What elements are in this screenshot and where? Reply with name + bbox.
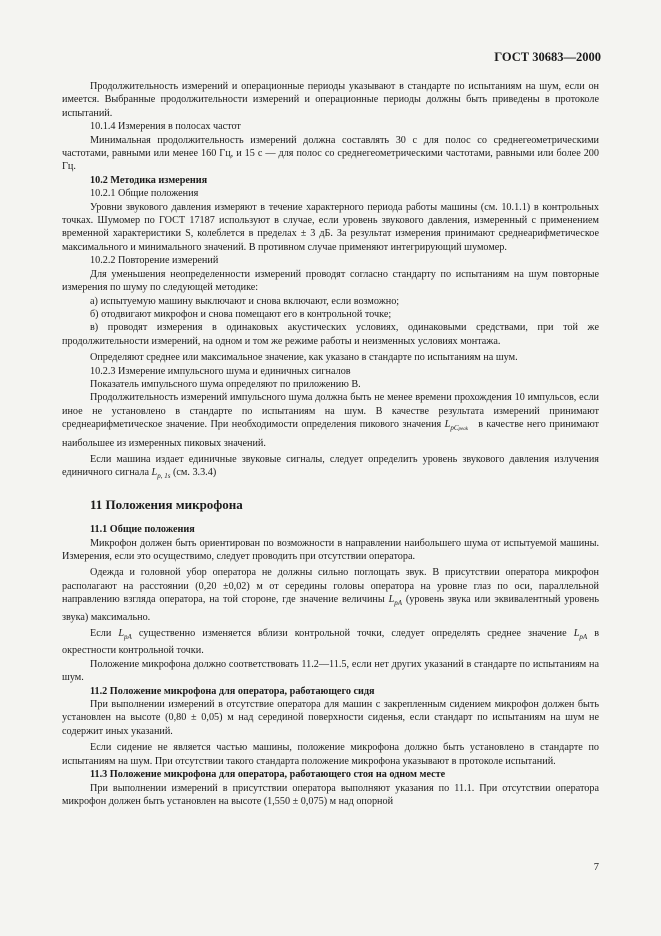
- list-item: б) отодвигают микрофон и снова помещают его в контрольной точке;: [90, 308, 392, 320]
- paragraph: Определяют среднее или максимальное значение, как указано в стандарте по испытаниям на шум.: [90, 352, 518, 364]
- paragraph: Продолжительность измерений импульсного шума должна быть не менее времени прохождения 10 импульсов, если иное не установлено в стандарте по испытаниям на шум. В качестве результата измерений принимают среднеарифметическое значение. При необходимости определения пикового значения $L_{pCpeak}$ в качестве него принимают наибольшее из измеренных пиковых значений.: [62, 392, 599, 449]
- symbol-L: L: [444, 419, 451, 431]
- document-code: ГОСТ 30683—2000: [494, 50, 601, 64]
- paragraph: Минимальная продолжительность измерений должна составлять 30 с для полос со среднегеометрическими частотами, равными или менее 160 Гц, и 15 с — для полос со среднегеометрическими частотами, равными или более 200 Гц.: [62, 134, 599, 173]
- symbol-L: L: [388, 594, 395, 606]
- subsection-heading: 10.2.2 Повторение измерений: [90, 255, 219, 267]
- symbol-subscript: pA: [579, 633, 588, 642]
- paragraph: Если $L_{pA}$ существенно изменяется вблизи контрольной точки, следует определять среднее значение $L_{pA}$ в окрестности контрольной точки.: [62, 628, 600, 657]
- paragraph: Показатель импульсного шума определяют по приложению В.: [90, 378, 361, 390]
- page-number: 7: [593, 862, 599, 873]
- paragraph: Продолжительность измерений и операционные периоды указывают в стандарте по испытаниям на шум, если он имеется. Выбранные продолжительности измерений и операционные периоды должны быть приведены в протоколе испытаний.: [62, 81, 599, 119]
- symbol-L: L: [118, 628, 125, 640]
- section-heading: 11.2 Положение микрофона для оператора, работающего сидя: [90, 685, 375, 697]
- subsection-heading: 10.2.3 Измерение импульсного шума и единичных сигналов: [90, 365, 351, 377]
- list-item: а) испытуемую машину выключают и снова включают, если возможно;: [90, 295, 400, 307]
- paragraph: Микрофон должен быть ориентирован по возможности в направлении наибольшего шума от испытуемой машины. Измерения, если это осуществимо, следует проводить при отсутствии оператора.: [62, 537, 599, 562]
- symbol-subscript: pA: [124, 633, 132, 642]
- section-heading: 11.1 Общие положения: [90, 524, 195, 536]
- paragraph: Если машина издает единичные звуковые сигналы, следует определить уровень звукового давления излучения единичного сигнала $L_{p, 1s}$ (см. 3.3.4): [62, 453, 599, 481]
- symbol-subscript: pCpeak: [450, 424, 468, 433]
- subsection-heading: 10.1.4 Измерения в полосах частот: [90, 121, 241, 133]
- symbol-subscript: pA: [394, 599, 403, 608]
- symbol-L: L: [573, 628, 580, 640]
- section-heading: 11.3 Положение микрофона для оператора, работающего стоя на одном месте: [90, 769, 446, 781]
- paragraph: Уровни звукового давления измеряют в течение характерного периода работы машины (см. 10.1.1) в контрольных точках. Шумомер по ГОСТ 17187 используют в случае, если уровень звукового давления, измеренный с применением временной характеристики S, колеблется в пределах ± 3 дБ. За результат измерения принимают среднеарифметическое максимального и минимального значений. В противном случае применяют интегрирующий шумомер.: [62, 201, 599, 253]
- subsection-heading: 10.2.1 Общие положения: [90, 188, 199, 200]
- page-body: [62, 80, 599, 808]
- paragraph: Для уменьшения неопределенности измерений проводят согласно стандарту по испытаниям на шум повторные измерения по шуму по следующей методике:: [62, 268, 599, 294]
- chapter-heading: 11 Положения микрофона: [90, 496, 243, 512]
- paragraph: Положение микрофона должно соответствовать 11.2—11.5, если нет других указаний в стандарте по испытаниям на шум.: [62, 658, 599, 684]
- paragraph: При выполнении измерений в отсутствие оператора для машин с закрепленным сидением микрофон должен быть установлен на высоте (0,80 ± 0,05) м над серединой поверхности сиденья, если стандарт по испытаниям на шум не содержит иных указаний.: [62, 699, 599, 737]
- list-item: в) проводят измерения в одинаковых акустических условиях, одинаковыми средствами, при той же продолжительности измерений, на одном и том же режиме работы и неизменных условиях монтажа.: [62, 322, 599, 347]
- paragraph: Одежда и головной убор оператора не должны сильно поглощать звук. В присутствии оператора микрофон располагают на расстоянии (0,20 ±0,02) м от середины головы оператора на уровне глаз по оси, параллельной направлению взгляда оператора, на той стороне, где значение величины $L_{pA}$ (уровень звука или эквивалентный уровень звука) максимально.: [62, 567, 599, 623]
- symbol-subscript: p, 1s: [157, 472, 171, 481]
- paragraph: При выполнении измерений в присутствии оператора выполняют указания по 11.1. При отсутствии оператора микрофон должен быть установлен на высоте (1,550 ± 0,075) м над опорной: [62, 782, 599, 807]
- section-heading: 10.2 Методика измерения: [90, 174, 208, 186]
- paragraph: Если сидение не является частью машины, положение микрофона должно быть установлено в стандарте по испытаниям на шум. При отсутствии такого стандарта положение микрофона указывают в протоколе испытаний.: [62, 742, 599, 767]
- symbol-L: L: [151, 467, 158, 479]
